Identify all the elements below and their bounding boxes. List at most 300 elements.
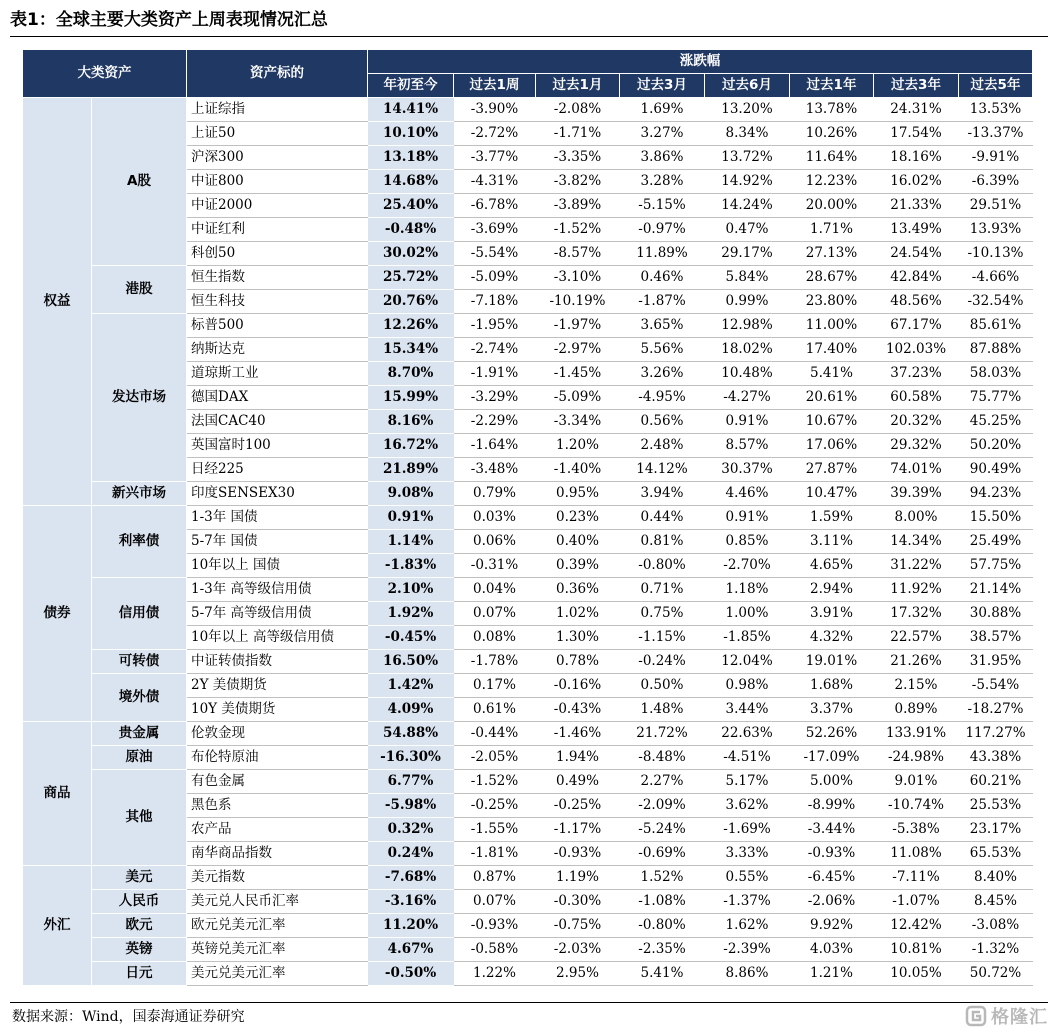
table-row — [23, 770, 1033, 794]
value-cell: 38.57% — [959, 626, 1033, 650]
value-cell: -2.05% — [454, 746, 536, 770]
value-cell: 3.26% — [620, 362, 705, 386]
header-period: 过去3月 — [620, 74, 705, 98]
value-cell: 0.71% — [620, 578, 705, 602]
value-cell: -1.81% — [454, 842, 536, 866]
subcategory-cell: 港股 — [92, 266, 187, 314]
data-source-note: 数据来源：Wind，国泰海通证券研究 — [12, 1009, 245, 1025]
value-cell: 21.26% — [874, 650, 959, 674]
value-cell: -2.06% — [790, 890, 874, 914]
value-cell: 0.17% — [454, 674, 536, 698]
value-cell: 31.95% — [959, 650, 1033, 674]
title-divider — [10, 36, 1048, 37]
table-row — [23, 914, 1033, 938]
ytd-value-cell: 1.14% — [368, 530, 454, 554]
asset-name-cell: 南华商品指数 — [187, 842, 368, 866]
value-cell: -0.93% — [536, 842, 620, 866]
value-cell: 1.48% — [620, 698, 705, 722]
category-cell: 外汇 — [23, 866, 92, 986]
value-cell: -17.09% — [790, 746, 874, 770]
value-cell: 0.81% — [620, 530, 705, 554]
value-cell: 5.41% — [790, 362, 874, 386]
value-cell: -2.35% — [620, 938, 705, 962]
value-cell: 8.86% — [705, 962, 790, 986]
value-cell: -0.75% — [536, 914, 620, 938]
value-cell: 9.92% — [790, 914, 874, 938]
value-cell: -3.89% — [536, 194, 620, 218]
value-cell: 1.22% — [454, 962, 536, 986]
value-cell: -1.15% — [620, 626, 705, 650]
value-cell: -1.45% — [536, 362, 620, 386]
value-cell: 4.46% — [705, 482, 790, 506]
watermark — [965, 1003, 1048, 1029]
value-cell: -0.30% — [536, 890, 620, 914]
asset-name-cell: 10Y 美债期货 — [187, 698, 368, 722]
value-cell: 3.33% — [705, 842, 790, 866]
value-cell: -13.37% — [959, 122, 1033, 146]
value-cell: 17.32% — [874, 602, 959, 626]
value-cell: -5.24% — [620, 818, 705, 842]
value-cell: 0.79% — [454, 482, 536, 506]
value-cell: -0.24% — [620, 650, 705, 674]
value-cell: 0.40% — [536, 530, 620, 554]
table-row — [23, 314, 1033, 338]
value-cell: 1.00% — [705, 602, 790, 626]
asset-name-cell: 黑色系 — [187, 794, 368, 818]
value-cell: -5.09% — [454, 266, 536, 290]
value-cell: 13.20% — [705, 98, 790, 122]
asset-name-cell: 道琼斯工业 — [187, 362, 368, 386]
value-cell: 0.91% — [705, 410, 790, 434]
asset-name-cell: 印度SENSEX30 — [187, 482, 368, 506]
ytd-value-cell: -0.45% — [368, 626, 454, 650]
subcategory-cell: 贵金属 — [92, 722, 187, 746]
table-row — [23, 890, 1033, 914]
subcategory-cell: A股 — [92, 98, 187, 266]
ytd-value-cell: 25.72% — [368, 266, 454, 290]
value-cell: 0.99% — [705, 290, 790, 314]
asset-name-cell: 标普500 — [187, 314, 368, 338]
value-cell: 67.17% — [874, 314, 959, 338]
value-cell: 22.57% — [874, 626, 959, 650]
value-cell: 90.49% — [959, 458, 1033, 482]
value-cell: 0.39% — [536, 554, 620, 578]
value-cell: 74.01% — [874, 458, 959, 482]
asset-name-cell: 中证转债指数 — [187, 650, 368, 674]
value-cell: -32.54% — [959, 290, 1033, 314]
value-cell: -18.27% — [959, 698, 1033, 722]
value-cell: 3.91% — [790, 602, 874, 626]
value-cell: -10.74% — [874, 794, 959, 818]
ytd-value-cell: 10.10% — [368, 122, 454, 146]
value-cell: -8.48% — [620, 746, 705, 770]
ytd-value-cell: 54.88% — [368, 722, 454, 746]
value-cell: 0.46% — [620, 266, 705, 290]
table-row — [23, 98, 1033, 122]
value-cell: 21.72% — [620, 722, 705, 746]
value-cell: 0.08% — [454, 626, 536, 650]
value-cell: 0.07% — [454, 890, 536, 914]
value-cell: 0.61% — [454, 698, 536, 722]
value-cell: 12.23% — [790, 170, 874, 194]
value-cell: 30.37% — [705, 458, 790, 482]
value-cell: -3.77% — [454, 146, 536, 170]
ytd-value-cell: 11.20% — [368, 914, 454, 938]
header-period: 过去3年 — [874, 74, 959, 98]
asset-name-cell: 2Y 美债期货 — [187, 674, 368, 698]
ytd-value-cell: -0.50% — [368, 962, 454, 986]
value-cell: 3.37% — [790, 698, 874, 722]
ytd-value-cell: 12.26% — [368, 314, 454, 338]
ytd-value-cell: -0.48% — [368, 218, 454, 242]
value-cell: -2.09% — [620, 794, 705, 818]
value-cell: 0.07% — [454, 602, 536, 626]
value-cell: 75.77% — [959, 386, 1033, 410]
value-cell: 4.03% — [790, 938, 874, 962]
value-cell: 25.49% — [959, 530, 1033, 554]
asset-name-cell: 沪深300 — [187, 146, 368, 170]
value-cell: 13.78% — [790, 98, 874, 122]
value-cell: -2.03% — [536, 938, 620, 962]
value-cell: -3.48% — [454, 458, 536, 482]
value-cell: 23.17% — [959, 818, 1033, 842]
value-cell: -1.32% — [959, 938, 1033, 962]
value-cell: 20.32% — [874, 410, 959, 434]
value-cell: -1.52% — [536, 218, 620, 242]
value-cell: 19.01% — [790, 650, 874, 674]
value-cell: 2.94% — [790, 578, 874, 602]
source-divider — [10, 1002, 1048, 1003]
value-cell: 12.42% — [874, 914, 959, 938]
asset-name-cell: 美元兑美元汇率 — [187, 962, 368, 986]
value-cell: 10.81% — [874, 938, 959, 962]
value-cell: -1.07% — [874, 890, 959, 914]
table-row — [23, 722, 1033, 746]
ytd-value-cell: 0.32% — [368, 818, 454, 842]
ytd-value-cell: 13.18% — [368, 146, 454, 170]
asset-name-cell: 农产品 — [187, 818, 368, 842]
table-row — [23, 866, 1033, 890]
asset-name-cell: 5-7年 国债 — [187, 530, 368, 554]
value-cell: 0.49% — [536, 770, 620, 794]
value-cell: -5.38% — [874, 818, 959, 842]
value-cell: 2.27% — [620, 770, 705, 794]
value-cell: -1.97% — [536, 314, 620, 338]
value-cell: 48.56% — [874, 290, 959, 314]
value-cell: -4.51% — [705, 746, 790, 770]
value-cell: 22.63% — [705, 722, 790, 746]
value-cell: 3.94% — [620, 482, 705, 506]
value-cell: 0.36% — [536, 578, 620, 602]
ytd-value-cell: 21.89% — [368, 458, 454, 482]
value-cell: -4.31% — [454, 170, 536, 194]
header-category: 大类资产 — [23, 50, 187, 98]
value-cell: -1.91% — [454, 362, 536, 386]
ytd-value-cell: 8.70% — [368, 362, 454, 386]
value-cell: 37.23% — [874, 362, 959, 386]
value-cell: 29.17% — [705, 242, 790, 266]
asset-name-cell: 5-7年 高等级信用债 — [187, 602, 368, 626]
subcategory-cell: 可转债 — [92, 650, 187, 674]
subcategory-cell: 信用债 — [92, 578, 187, 650]
value-cell: -3.69% — [454, 218, 536, 242]
value-cell: 1.68% — [790, 674, 874, 698]
table-row — [23, 266, 1033, 290]
ytd-value-cell: 1.42% — [368, 674, 454, 698]
subcategory-cell: 欧元 — [92, 914, 187, 938]
value-cell: -3.29% — [454, 386, 536, 410]
asset-name-cell: 中证800 — [187, 170, 368, 194]
ytd-value-cell: 6.77% — [368, 770, 454, 794]
value-cell: 52.26% — [790, 722, 874, 746]
value-cell: 18.16% — [874, 146, 959, 170]
value-cell: -5.09% — [536, 386, 620, 410]
asset-name-cell: 上证综指 — [187, 98, 368, 122]
value-cell: 11.08% — [874, 842, 959, 866]
value-cell: 58.03% — [959, 362, 1033, 386]
value-cell: -2.70% — [705, 554, 790, 578]
value-cell: 14.92% — [705, 170, 790, 194]
value-cell: 1.52% — [620, 866, 705, 890]
ytd-value-cell: 0.91% — [368, 506, 454, 530]
value-cell: 14.34% — [874, 530, 959, 554]
value-cell: 14.24% — [705, 194, 790, 218]
value-cell: 0.55% — [705, 866, 790, 890]
ytd-value-cell: -7.68% — [368, 866, 454, 890]
value-cell: 11.00% — [790, 314, 874, 338]
value-cell: -5.54% — [959, 674, 1033, 698]
ytd-value-cell: 8.16% — [368, 410, 454, 434]
asset-name-cell: 10年以上 高等级信用债 — [187, 626, 368, 650]
value-cell: 3.62% — [705, 794, 790, 818]
ytd-value-cell: 15.34% — [368, 338, 454, 362]
value-cell: 3.65% — [620, 314, 705, 338]
table-row — [23, 938, 1033, 962]
value-cell: -6.78% — [454, 194, 536, 218]
value-cell: 42.84% — [874, 266, 959, 290]
header-period: 过去6月 — [705, 74, 790, 98]
value-cell: 1.20% — [536, 434, 620, 458]
value-cell: -1.40% — [536, 458, 620, 482]
value-cell: -3.82% — [536, 170, 620, 194]
value-cell: -1.71% — [536, 122, 620, 146]
value-cell: 1.69% — [620, 98, 705, 122]
value-cell: 57.75% — [959, 554, 1033, 578]
ytd-value-cell: 25.40% — [368, 194, 454, 218]
value-cell: -10.13% — [959, 242, 1033, 266]
value-cell: -3.08% — [959, 914, 1033, 938]
value-cell: 11.89% — [620, 242, 705, 266]
table-row — [23, 746, 1033, 770]
value-cell: 117.27% — [959, 722, 1033, 746]
value-cell: 85.61% — [959, 314, 1033, 338]
value-cell: 23.80% — [790, 290, 874, 314]
header-asset: 资产标的 — [187, 50, 368, 98]
value-cell: -3.35% — [536, 146, 620, 170]
ytd-value-cell: 4.67% — [368, 938, 454, 962]
asset-name-cell: 美元指数 — [187, 866, 368, 890]
value-cell: 0.87% — [454, 866, 536, 890]
value-cell: 0.89% — [874, 698, 959, 722]
value-cell: 0.44% — [620, 506, 705, 530]
asset-name-cell: 法国CAC40 — [187, 410, 368, 434]
value-cell: 1.62% — [705, 914, 790, 938]
value-cell: 39.39% — [874, 482, 959, 506]
value-cell: -1.78% — [454, 650, 536, 674]
value-cell: -8.99% — [790, 794, 874, 818]
value-cell: -3.90% — [454, 98, 536, 122]
value-cell: -1.69% — [705, 818, 790, 842]
table-row — [23, 962, 1033, 986]
header-row-1 — [23, 50, 1033, 74]
table-row — [23, 578, 1033, 602]
value-cell: 8.40% — [959, 866, 1033, 890]
value-cell: 8.00% — [874, 506, 959, 530]
category-cell: 商品 — [23, 722, 92, 866]
subcategory-cell: 其他 — [92, 770, 187, 866]
header-period: 年初至今 — [368, 74, 454, 98]
value-cell: 1.21% — [790, 962, 874, 986]
value-cell: -0.31% — [454, 554, 536, 578]
value-cell: 10.26% — [790, 122, 874, 146]
value-cell: 11.64% — [790, 146, 874, 170]
value-cell: 50.72% — [959, 962, 1033, 986]
asset-name-cell: 英国富时100 — [187, 434, 368, 458]
value-cell: 3.28% — [620, 170, 705, 194]
value-cell: 0.23% — [536, 506, 620, 530]
value-cell: 0.91% — [705, 506, 790, 530]
asset-name-cell: 1-3年 国债 — [187, 506, 368, 530]
value-cell: -3.10% — [536, 266, 620, 290]
value-cell: 65.53% — [959, 842, 1033, 866]
value-cell: 87.88% — [959, 338, 1033, 362]
value-cell: 4.65% — [790, 554, 874, 578]
value-cell: 29.32% — [874, 434, 959, 458]
value-cell: 3.44% — [705, 698, 790, 722]
value-cell: -2.39% — [705, 938, 790, 962]
value-cell: 5.17% — [705, 770, 790, 794]
value-cell: 24.54% — [874, 242, 959, 266]
value-cell: 8.45% — [959, 890, 1033, 914]
ytd-value-cell: 14.68% — [368, 170, 454, 194]
value-cell: 8.34% — [705, 122, 790, 146]
value-cell: 133.91% — [874, 722, 959, 746]
value-cell: 17.54% — [874, 122, 959, 146]
value-cell: -7.11% — [874, 866, 959, 890]
value-cell: 50.20% — [959, 434, 1033, 458]
asset-name-cell: 德国DAX — [187, 386, 368, 410]
value-cell: -2.08% — [536, 98, 620, 122]
value-cell: 1.19% — [536, 866, 620, 890]
subcategory-cell: 日元 — [92, 962, 187, 986]
value-cell: -0.80% — [620, 554, 705, 578]
subcategory-cell: 原油 — [92, 746, 187, 770]
category-cell: 债券 — [23, 506, 92, 722]
value-cell: 0.95% — [536, 482, 620, 506]
value-cell: -2.74% — [454, 338, 536, 362]
value-cell: 3.27% — [620, 122, 705, 146]
value-cell: 60.58% — [874, 386, 959, 410]
value-cell: 3.11% — [790, 530, 874, 554]
table-row — [23, 674, 1033, 698]
value-cell: -1.46% — [536, 722, 620, 746]
value-cell: 10.05% — [874, 962, 959, 986]
value-cell: 17.06% — [790, 434, 874, 458]
subcategory-cell: 人民币 — [92, 890, 187, 914]
value-cell: 5.84% — [705, 266, 790, 290]
value-cell: -1.17% — [536, 818, 620, 842]
value-cell: 13.72% — [705, 146, 790, 170]
ytd-value-cell: 15.99% — [368, 386, 454, 410]
value-cell: -0.93% — [790, 842, 874, 866]
asset-name-cell: 美元兑人民币汇率 — [187, 890, 368, 914]
value-cell: -0.69% — [620, 842, 705, 866]
value-cell: 1.30% — [536, 626, 620, 650]
value-cell: 0.04% — [454, 578, 536, 602]
value-cell: 2.15% — [874, 674, 959, 698]
value-cell: -0.44% — [454, 722, 536, 746]
value-cell: 30.88% — [959, 602, 1033, 626]
value-cell: -10.19% — [536, 290, 620, 314]
ytd-value-cell: 30.02% — [368, 242, 454, 266]
value-cell: 27.87% — [790, 458, 874, 482]
value-cell: -1.37% — [705, 890, 790, 914]
value-cell: -2.97% — [536, 338, 620, 362]
subcategory-cell: 美元 — [92, 866, 187, 890]
value-cell: -2.72% — [454, 122, 536, 146]
value-cell: 0.06% — [454, 530, 536, 554]
value-cell: 18.02% — [705, 338, 790, 362]
value-cell: 0.75% — [620, 602, 705, 626]
asset-name-cell: 纳斯达克 — [187, 338, 368, 362]
value-cell: -24.98% — [874, 746, 959, 770]
ytd-value-cell: 14.41% — [368, 98, 454, 122]
table-row — [23, 482, 1033, 506]
asset-name-cell: 恒生指数 — [187, 266, 368, 290]
asset-name-cell: 欧元兑美元汇率 — [187, 914, 368, 938]
value-cell: -0.93% — [454, 914, 536, 938]
asset-name-cell: 恒生科技 — [187, 290, 368, 314]
value-cell: 0.03% — [454, 506, 536, 530]
value-cell: 20.00% — [790, 194, 874, 218]
value-cell: 13.93% — [959, 218, 1033, 242]
value-cell: 16.02% — [874, 170, 959, 194]
ytd-value-cell: 9.08% — [368, 482, 454, 506]
value-cell: 10.48% — [705, 362, 790, 386]
value-cell: -1.52% — [454, 770, 536, 794]
table-row — [23, 506, 1033, 530]
value-cell: 27.13% — [790, 242, 874, 266]
value-cell: -1.95% — [454, 314, 536, 338]
ytd-value-cell: 1.92% — [368, 602, 454, 626]
asset-name-cell: 日经225 — [187, 458, 368, 482]
value-cell: 9.01% — [874, 770, 959, 794]
value-cell: 28.67% — [790, 266, 874, 290]
value-cell: 5.00% — [790, 770, 874, 794]
asset-name-cell: 10年以上 国债 — [187, 554, 368, 578]
value-cell: -1.55% — [454, 818, 536, 842]
asset-name-cell: 中证红利 — [187, 218, 368, 242]
category-cell: 权益 — [23, 98, 92, 506]
header-period: 过去5年 — [959, 74, 1033, 98]
asset-name-cell: 科创50 — [187, 242, 368, 266]
value-cell: 0.56% — [620, 410, 705, 434]
value-cell: 5.41% — [620, 962, 705, 986]
header-period: 过去1年 — [790, 74, 874, 98]
ytd-value-cell: 0.24% — [368, 842, 454, 866]
value-cell: -1.87% — [620, 290, 705, 314]
value-cell: -8.57% — [536, 242, 620, 266]
